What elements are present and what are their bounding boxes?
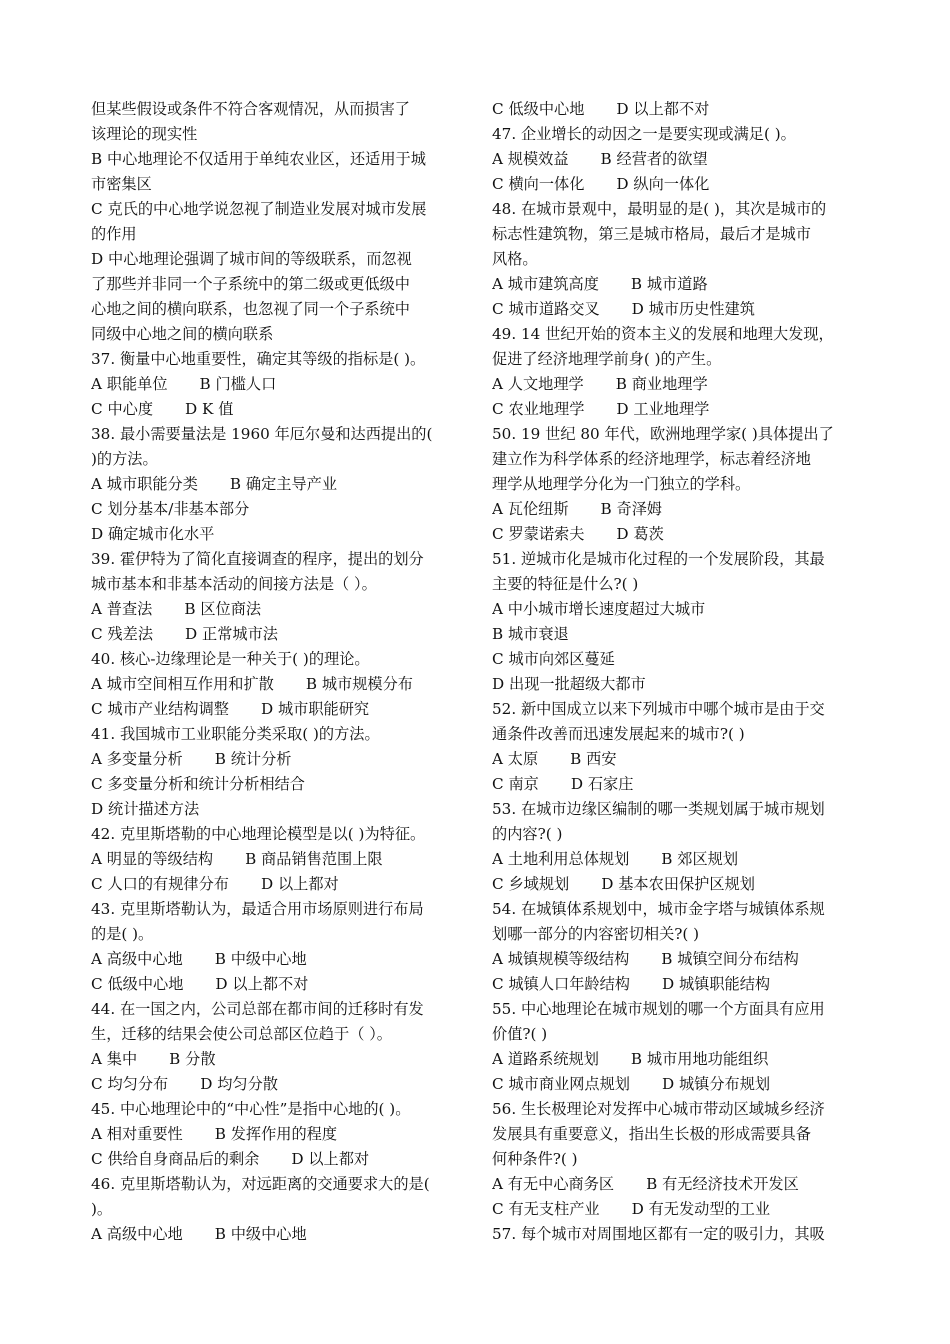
answer-option: B 西安 xyxy=(570,750,617,768)
answer-option: D 正常城市法 xyxy=(185,625,278,643)
question-text: 38. 最小需要量法是 1960 年厄尔曼和达西提出的( xyxy=(91,425,433,443)
option-line xyxy=(91,947,459,972)
answer-option: B 发挥作用的程度 xyxy=(214,1125,338,1143)
answer-option: B 中级中心地 xyxy=(214,1225,307,1243)
answer-option: A 相对重要性 xyxy=(91,1125,183,1143)
question-text: 51. 逆城市化是城市化过程的一个发展阶段，其最 xyxy=(492,550,825,568)
question-text: 40. 核心-边缘理论是一种关于( )的理论。 xyxy=(91,650,370,668)
answer-option: D 基本农田保护区规划 xyxy=(601,875,755,893)
text-line: C 划分基本/非基本部分 xyxy=(91,500,250,518)
text-line: 城市基本和非基本活动的间接方法是（ ）。 xyxy=(91,575,377,593)
answer-option: C 人口的有规律分布 xyxy=(91,875,229,893)
option-line xyxy=(91,1147,459,1172)
answer-option: D 以上都对 xyxy=(291,1150,370,1168)
answer-option: B 统计分析 xyxy=(214,750,292,768)
question-text: 52. 新中国成立以来下列城市中哪个城市是由于交 xyxy=(492,700,825,718)
option-line xyxy=(91,1047,459,1072)
text-line: 的是( )。 xyxy=(91,925,154,943)
answer-option: A 人文地理学 xyxy=(492,375,584,393)
answer-option: A 城市建筑高度 xyxy=(492,275,599,293)
text-line: )。 xyxy=(91,1200,113,1218)
option-line xyxy=(492,372,860,397)
option-line xyxy=(492,1172,860,1197)
answer-option: D 工业地理学 xyxy=(616,400,710,418)
answer-option: D 城市历史性建筑 xyxy=(631,300,755,318)
answer-option: C 有无支柱产业 xyxy=(492,1200,600,1218)
answer-option: C 罗蒙诺索夫 xyxy=(492,525,585,543)
question-text: 42. 克里斯塔勒的中心地理论模型是以( )为特征。 xyxy=(91,825,426,843)
option-line xyxy=(91,697,459,722)
option-line xyxy=(91,672,459,697)
answer-option: A 集中 xyxy=(91,1050,138,1068)
option-line xyxy=(91,472,459,497)
text-line: 理学从地理学分化为一门独立的学科。 xyxy=(492,475,751,493)
answer-option: B 分散 xyxy=(169,1050,216,1068)
option-line xyxy=(492,747,860,772)
option-line xyxy=(492,147,860,172)
answer-option: C 残差法 xyxy=(91,625,154,643)
answer-option: A 职能单位 xyxy=(91,375,168,393)
option-line xyxy=(91,597,459,622)
answer-option: A 普查法 xyxy=(91,600,153,618)
text-line: D 中心地理论强调了城市间的等级联系，而忽视 xyxy=(91,250,412,268)
answer-option: C 城镇人口年龄结构 xyxy=(492,975,630,993)
option-line xyxy=(492,172,860,197)
answer-option: A 城市职能分类 xyxy=(91,475,198,493)
option-line xyxy=(492,972,860,997)
question-text: 57. 每个城市对周围地区都有一定的吸引力，其吸 xyxy=(492,1225,825,1243)
option-line xyxy=(91,972,459,997)
question-text: 47. 企业增长的动因之一是要实现或满足( )。 xyxy=(492,125,796,143)
answer-option: A 多变量分析 xyxy=(91,750,183,768)
answer-option: D 石家庄 xyxy=(570,775,634,793)
text-line: D 出现一批超级大都市 xyxy=(492,675,646,693)
question-text: 49. 14 世纪开始的资本主义的发展和地理大发现， xyxy=(492,325,834,343)
text-line: C 城市向郊区蔓延 xyxy=(492,650,615,668)
answer-option: B 奇泽姆 xyxy=(600,500,663,518)
answer-option: B 商品销售范围上限 xyxy=(245,850,383,868)
option-line xyxy=(492,397,860,422)
text-line: 通条件改善而迅速发展起来的城市?( ) xyxy=(492,725,745,743)
answer-option: C 中心度 xyxy=(91,400,154,418)
option-line xyxy=(492,272,860,297)
option-line xyxy=(492,297,860,322)
answer-option: B 有无经济技术开发区 xyxy=(646,1175,799,1193)
question-text: 46. 克里斯塔勒认为，对远距离的交通要求大的是( xyxy=(91,1175,430,1193)
answer-option: C 城市产业结构调整 xyxy=(91,700,229,718)
option-line xyxy=(91,397,459,422)
question-text: 43. 克里斯塔勒认为，最适合用市场原则进行布局 xyxy=(91,900,424,918)
text-line: 发展具有重要意义，指出生长极的形成需要具备 xyxy=(492,1125,811,1143)
text-line: )的方法。 xyxy=(91,450,158,468)
text-line: 心地之间的横向联系，也忽视了同一个子系统中 xyxy=(91,300,410,318)
question-text: 44. 在一国之内，公司总部在都市间的迁移时有发 xyxy=(91,1000,424,1018)
text-line: A 中小城市增长速度超过大城市 xyxy=(492,600,706,618)
text-line: 标志性建筑物，第三是城市格局，最后才是城市 xyxy=(492,225,811,243)
option-line xyxy=(492,772,860,797)
answer-option: B 区位商法 xyxy=(184,600,262,618)
text-line: 建立作为科学体系的经济地理学，标志着经济地 xyxy=(492,450,811,468)
answer-option: C 农业地理学 xyxy=(492,400,585,418)
answer-option: B 确定主导产业 xyxy=(229,475,338,493)
answer-option: C 乡域规划 xyxy=(492,875,570,893)
answer-option: C 均匀分布 xyxy=(91,1075,169,1093)
answer-option: D 纵向一体化 xyxy=(616,175,710,193)
option-line xyxy=(492,97,860,122)
answer-option: A 城市空间相互作用和扩散 xyxy=(91,675,274,693)
text-line: 划哪一部分的内容密切相关?( ) xyxy=(492,925,700,943)
question-text: 54. 在城镇体系规划中，城市金字塔与城镇体系规 xyxy=(492,900,825,918)
answer-option: D K 值 xyxy=(185,400,234,418)
answer-option: A 高级中心地 xyxy=(91,950,183,968)
text-line: 同级中心地之间的横向联系 xyxy=(91,325,274,343)
option-line xyxy=(91,872,459,897)
question-text: 45. 中心地理论中的“中心性”是指中心地的( )。 xyxy=(91,1100,411,1118)
answer-option: A 高级中心地 xyxy=(91,1225,183,1243)
question-text: 48. 在城市景观中，最明显的是( )，其次是城市的 xyxy=(492,200,827,218)
option-line xyxy=(91,1222,459,1247)
answer-option: D 以上都不对 xyxy=(215,975,309,993)
text-line: 的作用 xyxy=(91,225,137,243)
answer-option: B 中级中心地 xyxy=(214,950,307,968)
text-line: 促进了经济地理学前身( )的产生。 xyxy=(492,350,722,368)
text-line: 生，迁移的结果会使公司总部区位趋于（ ）。 xyxy=(91,1025,392,1043)
answer-option: A 有无中心商务区 xyxy=(492,1175,615,1193)
text-line: 风格。 xyxy=(492,250,538,268)
answer-option: B 经营者的欲望 xyxy=(600,150,708,168)
answer-option: B 城市道路 xyxy=(630,275,708,293)
text-line: 主要的特征是什么?( ) xyxy=(492,575,639,593)
answer-option: C 城市道路交叉 xyxy=(492,300,600,318)
option-line xyxy=(91,747,459,772)
option-line xyxy=(492,1197,860,1222)
question-text: 41. 我国城市工业职能分类采取( )的方法。 xyxy=(91,725,380,743)
answer-option: A 道路系统规划 xyxy=(492,1050,599,1068)
answer-option: A 太原 xyxy=(492,750,539,768)
question-text: 37. 衡量中心地重要性，确定其等级的指标是( )。 xyxy=(91,350,426,368)
answer-option: B 郊区规划 xyxy=(661,850,739,868)
answer-option: C 低级中心地 xyxy=(492,100,585,118)
answer-option: A 规模效益 xyxy=(492,150,569,168)
answer-option: D 有无发动型的工业 xyxy=(631,1200,771,1218)
answer-option: B 门槛人口 xyxy=(199,375,277,393)
answer-option: B 城市用地功能组织 xyxy=(630,1050,769,1068)
text-line: B 中心地理论不仅适用于单纯农业区，还适用于城 xyxy=(91,150,426,168)
text-line: B 城市衰退 xyxy=(492,625,569,643)
left-column xyxy=(91,97,459,1247)
text-line: D 统计描述方法 xyxy=(91,800,200,818)
option-line xyxy=(492,497,860,522)
option-line xyxy=(492,947,860,972)
question-text: 56. 生长极理论对发挥中心城市带动区域城乡经济 xyxy=(492,1100,825,1118)
right-column xyxy=(492,97,860,1247)
text-line: 该理论的现实性 xyxy=(91,125,198,143)
answer-option: C 南京 xyxy=(492,775,539,793)
option-line xyxy=(91,622,459,647)
answer-option: A 土地利用总体规划 xyxy=(492,850,630,868)
answer-option: D 城镇职能结构 xyxy=(661,975,771,993)
question-text: 55. 中心地理论在城市规划的哪一个方面具有应用 xyxy=(492,1000,825,1018)
answer-option: B 商业地理学 xyxy=(615,375,708,393)
option-line xyxy=(91,1072,459,1097)
text-line: 的内容?( ) xyxy=(492,825,563,843)
option-line xyxy=(91,1122,459,1147)
option-line xyxy=(492,1047,860,1072)
answer-option: A 明显的等级结构 xyxy=(91,850,214,868)
answer-option: C 低级中心地 xyxy=(91,975,184,993)
answer-option: B 城镇空间分布结构 xyxy=(661,950,799,968)
text-line: D 确定城市化水平 xyxy=(91,525,215,543)
text-line: 何种条件?( ) xyxy=(492,1150,578,1168)
answer-option: A 城镇规模等级结构 xyxy=(492,950,630,968)
text-line: C 克氏的中心地学说忽视了制造业发展对城市发展 xyxy=(91,200,427,218)
answer-option: A 瓦伦纽斯 xyxy=(492,500,569,518)
option-line xyxy=(91,847,459,872)
text-line: 价值?( ) xyxy=(492,1025,548,1043)
option-line xyxy=(492,847,860,872)
option-line xyxy=(492,1072,860,1097)
answer-option: B 城市规模分布 xyxy=(305,675,413,693)
answer-option: D 葛茨 xyxy=(616,525,664,543)
question-text: 53. 在城市边缘区编制的哪一类规划属于城市规划 xyxy=(492,800,825,818)
text-line: 市密集区 xyxy=(91,175,152,193)
answer-option: D 以上都不对 xyxy=(616,100,710,118)
question-text: 39. 霍伊特为了简化直接调查的程序，提出的划分 xyxy=(91,550,424,568)
question-text: 50. 19 世纪 80 年代，欧洲地理学家( )具体提出了 xyxy=(492,425,834,443)
text-line: 了那些并非同一个子系统中的第二级或更低级中 xyxy=(91,275,410,293)
text-line: 但某些假设或条件不符合客观情况，从而损害了 xyxy=(91,100,410,118)
option-line xyxy=(91,372,459,397)
answer-option: D 城市职能研究 xyxy=(260,700,370,718)
text-line: C 多变量分析和统计分析相结合 xyxy=(91,775,305,793)
answer-option: C 供给自身商品后的剩余 xyxy=(91,1150,260,1168)
answer-option: C 城市商业网点规划 xyxy=(492,1075,630,1093)
answer-option: C 横向一体化 xyxy=(492,175,585,193)
answer-option: D 均匀分散 xyxy=(200,1075,278,1093)
option-line xyxy=(492,522,860,547)
answer-option: D 城镇分布规划 xyxy=(661,1075,771,1093)
answer-option: D 以上都对 xyxy=(260,875,339,893)
option-line xyxy=(492,872,860,897)
